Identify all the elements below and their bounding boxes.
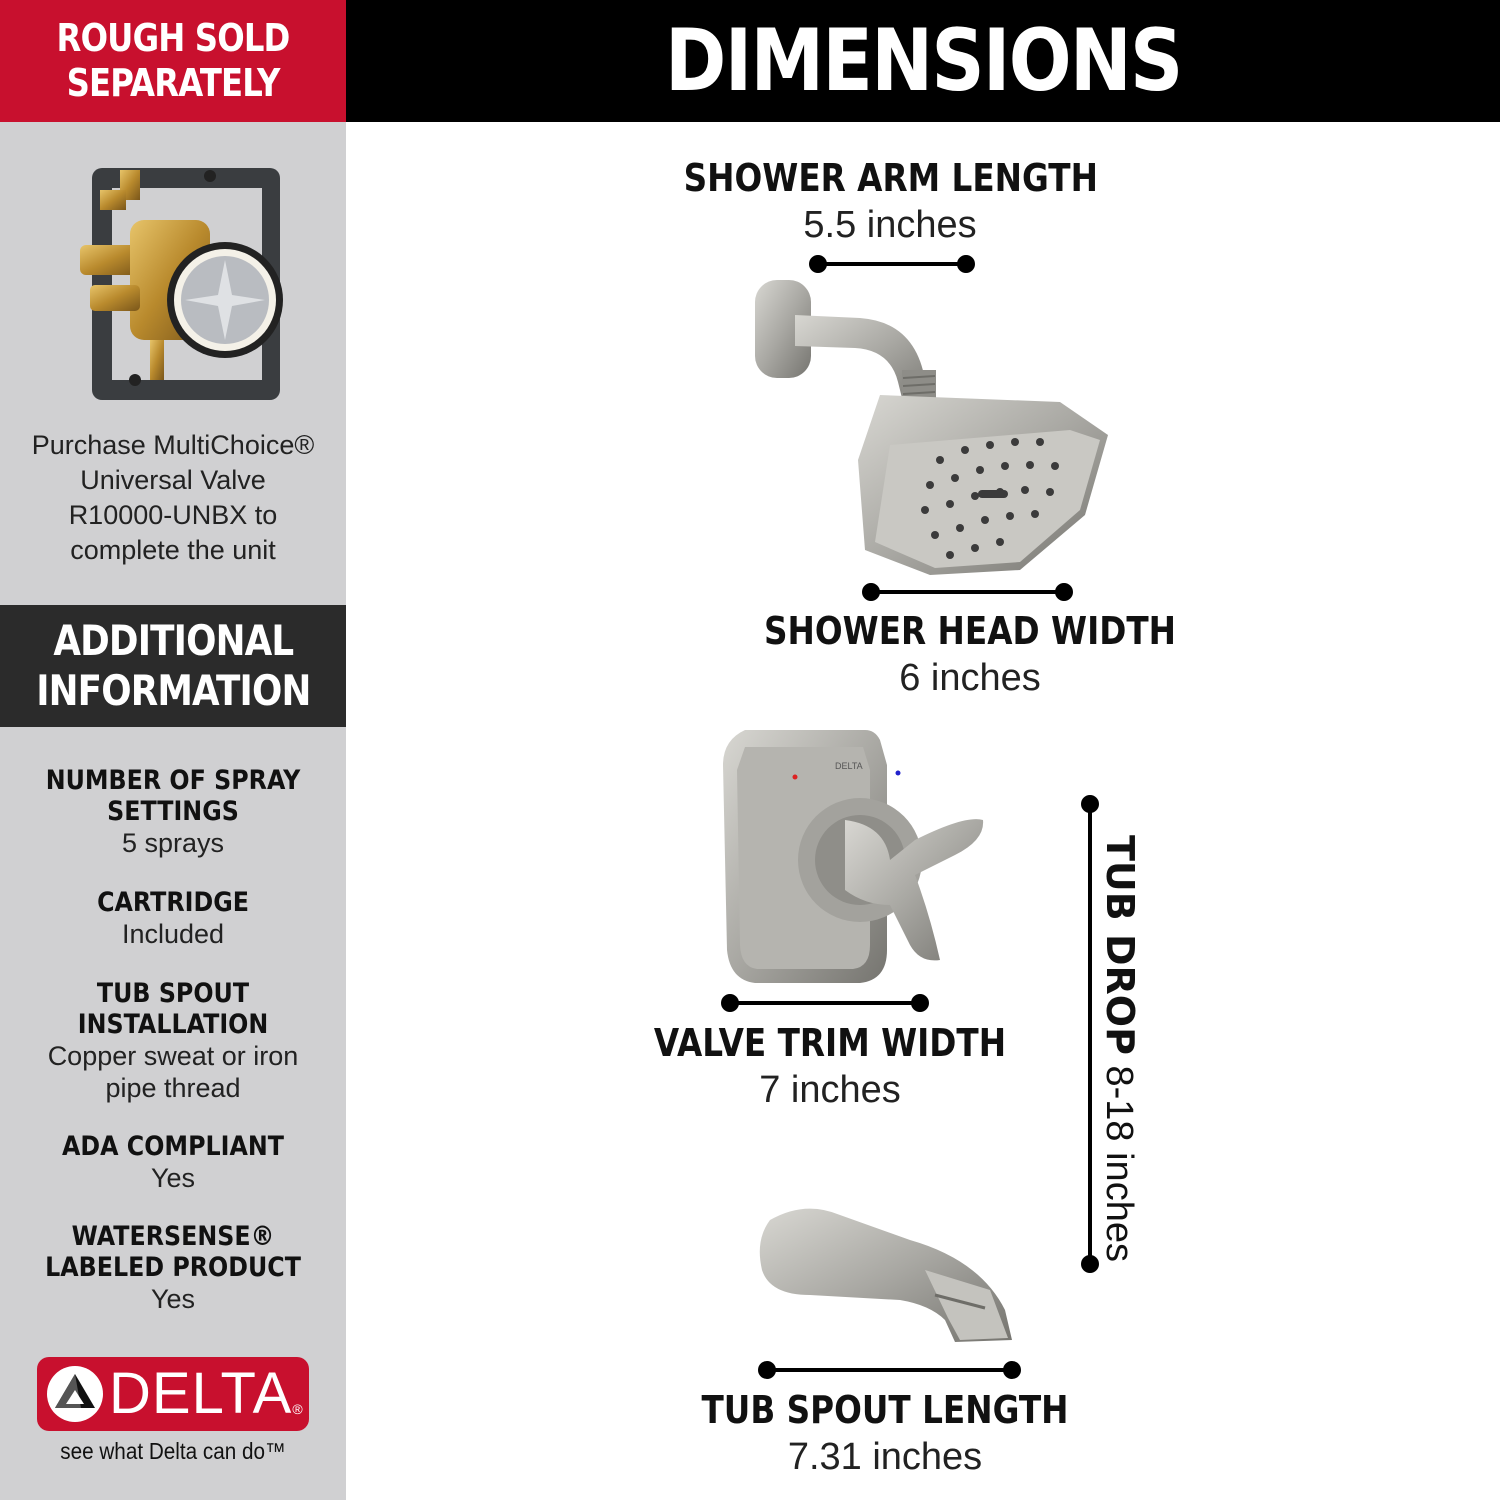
line-endpoint (864, 585, 878, 599)
badge-line-1: ROUGH SOLD (56, 16, 290, 60)
spec-label: NUMBER OF SPRAY (45, 765, 301, 796)
trim-brand-text: DELTA (835, 761, 863, 771)
spec-label: TUB SPOUT (96, 978, 250, 1009)
tub-spout-image (750, 1200, 1020, 1350)
line-endpoint (760, 1363, 774, 1377)
page-title: DIMENSIONS (664, 11, 1182, 111)
purchase-valve-note (0, 428, 346, 568)
valve-trim-width (590, 1020, 1070, 1114)
valve-trim-image (715, 725, 995, 990)
line-endpoint (913, 996, 927, 1010)
purchase-line: complete the unit (70, 535, 276, 565)
rough-valve-image (60, 150, 290, 410)
section-line-1: ADDITIONAL (53, 616, 293, 665)
dimension-label: SHOWER HEAD WIDTH (763, 609, 1177, 653)
spec-value: Yes (150, 1163, 196, 1193)
dimension-value: 5.5 inches (803, 204, 977, 246)
tub-drop (1080, 835, 1160, 1262)
section-line-2: INFORMATION (35, 666, 311, 715)
delta-triangle-icon (45, 1364, 105, 1424)
line-endpoint (723, 996, 737, 1010)
shower-head-image (740, 270, 1120, 580)
line-endpoint (811, 257, 825, 271)
delta-logo (37, 1357, 309, 1431)
spec-label: WATERSENSE® (71, 1221, 275, 1252)
spec-value: pipe thread (105, 1073, 241, 1103)
spec-tub-spout-installation (0, 978, 346, 1104)
spec-label: CARTRIDGE (97, 887, 249, 918)
spec-ada-compliant (0, 1131, 346, 1194)
line-endpoint (1083, 1257, 1097, 1271)
shower-head-width (730, 608, 1210, 702)
dimension-label: SHOWER ARM LENGTH (683, 156, 1098, 200)
spec-label: INSTALLATION (77, 1009, 269, 1040)
spec-cartridge (0, 887, 346, 950)
purchase-line: Universal Valve (80, 465, 266, 495)
spec-watersense (0, 1221, 346, 1315)
purchase-line: R10000-UNBX to (68, 500, 278, 530)
spec-label: SETTINGS (107, 796, 239, 827)
spec-value: 5 sprays (121, 828, 225, 858)
line-endpoint (1057, 585, 1071, 599)
badge-line-2: SEPARATELY (66, 61, 280, 105)
line-endpoint (959, 257, 973, 271)
dimension-label: TUB SPOUT LENGTH (701, 1388, 1069, 1432)
spec-label: LABELED PRODUCT (45, 1252, 301, 1283)
line-endpoint (1083, 797, 1097, 811)
tub-spout-length (645, 1387, 1125, 1481)
spec-value: Included (121, 919, 225, 949)
line-endpoint (1005, 1363, 1019, 1377)
dimension-value: 7 inches (759, 1069, 901, 1111)
delta-wordmark: DELTA (109, 1361, 293, 1426)
dimension-label: TUB DROP (1098, 835, 1142, 1055)
dimension-value: 8-18 inches (1098, 1065, 1140, 1262)
spec-value: Copper sweat or iron (47, 1041, 299, 1071)
spec-spray-settings (0, 765, 346, 859)
spec-label: ADA COMPLIANT (62, 1131, 284, 1162)
dimension-value: 6 inches (899, 657, 1041, 699)
additional-information-header (0, 605, 346, 727)
registered-mark: ® (292, 1401, 303, 1417)
dimension-value: 7.31 inches (787, 1436, 983, 1478)
dimension-label: VALVE TRIM WIDTH (653, 1021, 1007, 1065)
rough-sold-separately-badge (0, 0, 346, 122)
dimensions-header (346, 0, 1500, 122)
shower-arm-length (650, 155, 1130, 249)
spec-value: Yes (150, 1284, 196, 1314)
tagline: see what Delta can do™ (60, 1438, 286, 1464)
purchase-line: Purchase MultiChoice® (31, 430, 315, 460)
